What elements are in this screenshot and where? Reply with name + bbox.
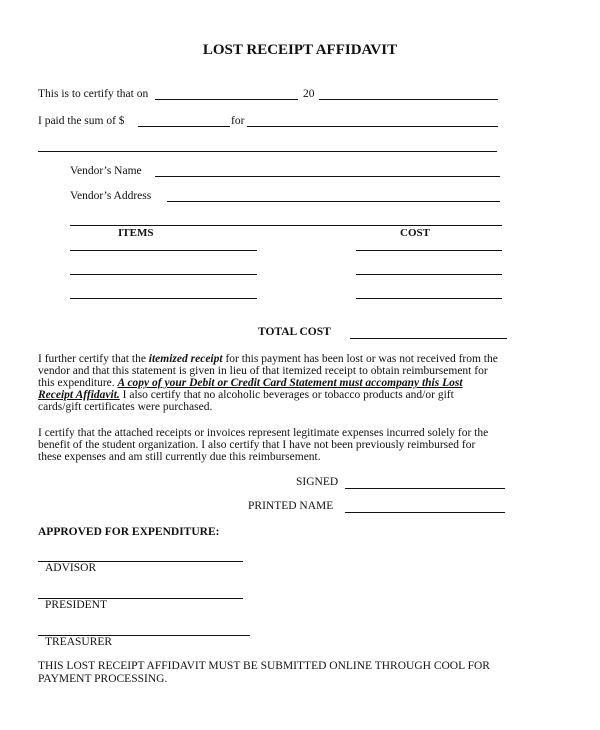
- president-label: PRESIDENT: [45, 599, 107, 611]
- item-field-3[interactable]: [70, 298, 257, 299]
- emphasis-text: Receipt Affidavit.: [38, 389, 120, 401]
- total-cost-label: TOTAL COST: [258, 326, 331, 338]
- cost-header: COST: [400, 227, 430, 239]
- item-field-2[interactable]: [70, 274, 257, 275]
- purpose-field[interactable]: [247, 126, 498, 127]
- vendor-name-label: Vendor’s Name: [70, 165, 142, 177]
- year-prefix-label: 20: [303, 88, 315, 100]
- amount-field[interactable]: [138, 126, 230, 127]
- cost-field-2[interactable]: [356, 274, 502, 275]
- certify-on-label: This is to certify that on: [38, 88, 149, 100]
- footer-notice-line-1: THIS LOST RECEIPT AFFIDAVIT MUST BE SUBMITTED ONLINE THROUGH COOL FOR: [38, 660, 490, 672]
- total-cost-field[interactable]: [350, 338, 507, 339]
- text: for this payment has been lost or was not received from the: [222, 353, 498, 365]
- item-field-1[interactable]: [70, 250, 257, 251]
- emphasis-text: itemized receipt: [148, 353, 223, 365]
- purpose-field-continued[interactable]: [38, 151, 497, 152]
- for-label: for: [231, 115, 245, 127]
- paid-sum-label: I paid the sum of $: [38, 115, 125, 127]
- approved-heading: APPROVED FOR EXPENDITURE:: [38, 526, 220, 538]
- text: cards/gift certificates were purchased.: [38, 401, 213, 413]
- signature-field[interactable]: [345, 488, 505, 489]
- vendor-address-label: Vendor’s Address: [70, 190, 152, 202]
- cost-field-3[interactable]: [356, 298, 502, 299]
- text: benefit of the student organization. I also certify that I have not been previously reimbursed for: [38, 439, 476, 451]
- emphasis-text: A copy of your Debit or Credit Card Statement must accompany this Lost: [117, 377, 463, 389]
- printed-name-label: PRINTED NAME: [248, 500, 334, 512]
- vendor-name-field[interactable]: [155, 176, 500, 177]
- text: vendor and that this statement is given in lieu of that itemized receipt to obtain reimbursement for: [38, 365, 488, 377]
- text: I also certify that no alcoholic beverages or tobacco products and/or gift: [119, 389, 454, 401]
- cost-field-1[interactable]: [356, 250, 502, 251]
- signed-label: SIGNED: [296, 476, 339, 488]
- items-header: ITEMS: [118, 227, 154, 239]
- text: this expenditure.: [38, 377, 118, 389]
- text: I further certify that the: [38, 353, 149, 365]
- advisor-label: ADVISOR: [45, 562, 97, 574]
- text: these expenses and am still currently due this reimbursement.: [38, 451, 321, 463]
- footer-notice-line-2: PAYMENT PROCESSING.: [38, 673, 168, 685]
- printed-name-field[interactable]: [345, 512, 505, 513]
- treasurer-label: TREASURER: [45, 636, 113, 648]
- document-title: LOST RECEIPT AFFIDAVIT: [202, 42, 398, 58]
- text: I certify that the attached receipts or invoices represent legitimate expenses incurred solely for the: [38, 427, 489, 439]
- year-field[interactable]: [319, 99, 498, 100]
- vendor-address-field[interactable]: [167, 201, 500, 202]
- date-field[interactable]: [155, 99, 298, 100]
